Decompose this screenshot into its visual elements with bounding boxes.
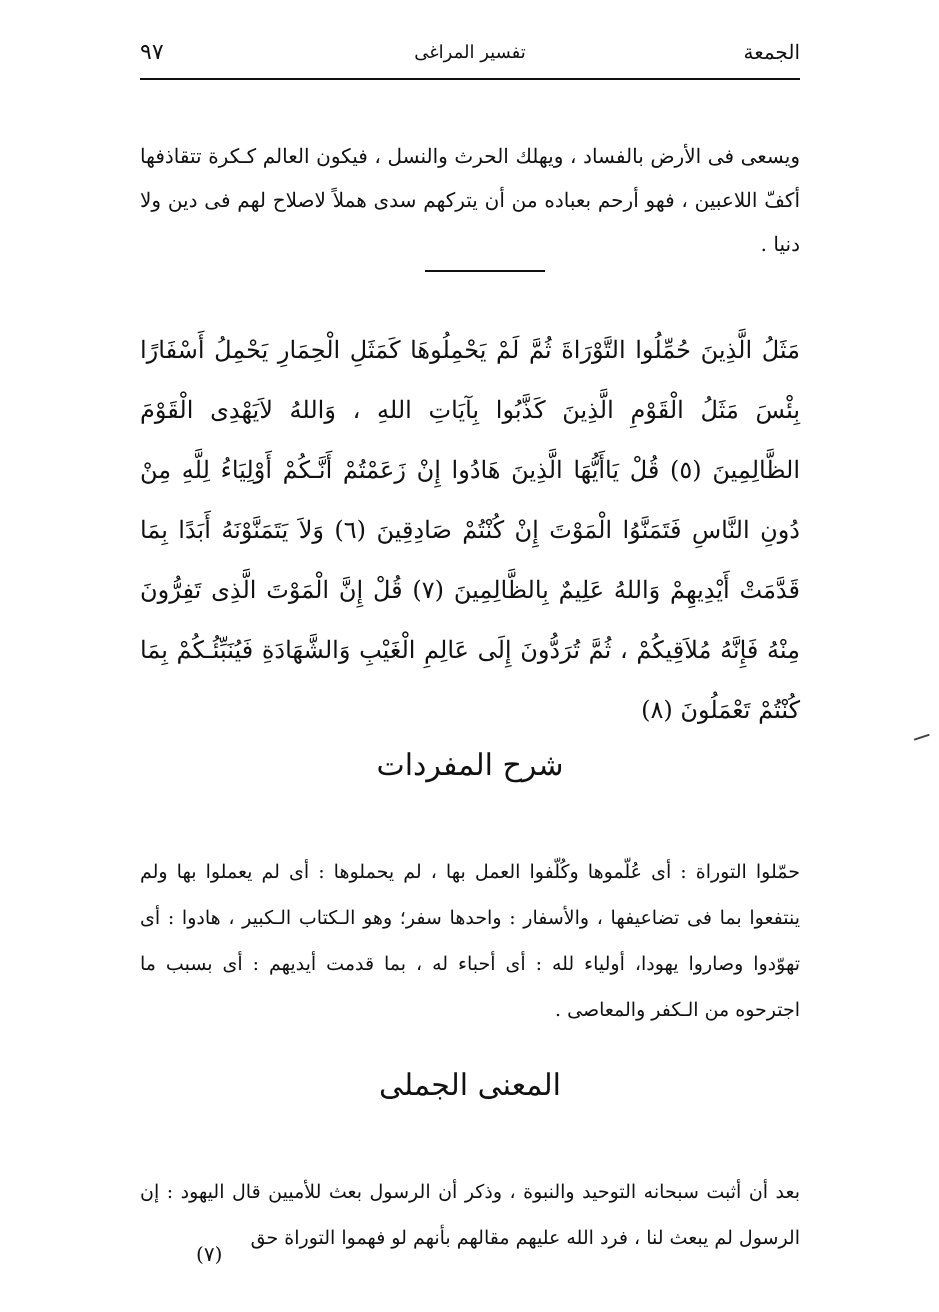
page-number: ٩٧ [140, 40, 164, 65]
book-title: تفسير المراغى [414, 42, 526, 63]
meaning-paragraph: بعد أن أثبت سبحانه التوحيد والنبوة ، وذكر أن الرسول بعث للأميين قال اليهود : إن الرسول لم يبعث لنا ، فرد الله عليهم مقالهم بأنهم لو فهموا التوراة حق [140, 1181, 800, 1249]
page-header [140, 34, 800, 80]
section-divider [425, 270, 545, 272]
vocab-paragraph: حمّلوا التوراة : أى عُلّموها وكُلّفوا العمل بها ، لم يحملوها : أى لم يعملوا بها ولم ينتفعوا بما فى تضاعيفها ، والأسفار : واحدها سفر؛ وهو الـكتاب الـكبير ، هادوا : أى تهوّدوا وصاروا يهودا، أولياء لله : أى أحباء له ، بما قدمت أيديهم : أى بسبب ما اجترحوه من الـكفر والمعاصى . [140, 861, 800, 1021]
intro-paragraph: ويسعى فى الأرض بالفساد ، ويهلك الحرث والنسل ، فيكون العالم كـكرة تتقاذفها أكفّ اللاعبين ، فهو أرحم بعباده من أن يتركهم سدى هملاً لاصلاح لهم فى دين ولا دنيا . [140, 144, 800, 256]
surah-name: الجمعة [743, 40, 800, 64]
margin-mark [914, 734, 932, 748]
signature-mark: (٧) [196, 1242, 223, 1266]
vocab-heading: شرح المفردات [376, 748, 564, 783]
meaning-heading: المعنى الجملى [378, 1068, 561, 1103]
quran-verses: مَثَلُ الَّذِينَ حُمِّلُوا التَّوْرَاةَ ثُمَّ لَمْ يَحْمِلُوهَا كَمَثَلِ الْحِمَارِ يَحْمِلُ أَسْفَارًا بِئْسَ مَثَلُ الْقَوْمِ الَّذِينَ كَذَّبُوا بِآيَاتِ اللهِ ، وَاللهُ لاَيَهْدِى الْقَوْمَ الظَّالِمِينَ (٥) قُلْ يَاأَيُّهَا الَّذِينَ هَادُوا إِنْ زَعَمْتُمْ أَنَّـكُمْ أَوْلِيَاءُ لِلَّهِ مِنْ دُونِ النَّاسِ فَتَمَنَّوُا الْمَوْتَ إِنْ كُنْتُمْ صَادِقِينَ (٦) وَلاَ يَتَمَنَّوْنَهُ أَبَدًا بِمَا قَدَّمَتْ أَيْدِيهِمْ وَاللهُ عَلِيمٌ بِالظَّالِمِينَ (٧) قُلْ إِنَّ الْمَوْتَ الَّذِى تَفِرُّونَ مِنْهُ فَإِنَّهُ مُلاَقِيكُمْ ، ثُمَّ تُرَدُّونَ إِلَى عَالِمِ الْغَيْبِ وَالشَّهَادَةِ فَيُنَبِّئُـكُمْ بِمَا كُنْتُمْ تَعْمَلُونَ (٨) [140, 336, 801, 724]
